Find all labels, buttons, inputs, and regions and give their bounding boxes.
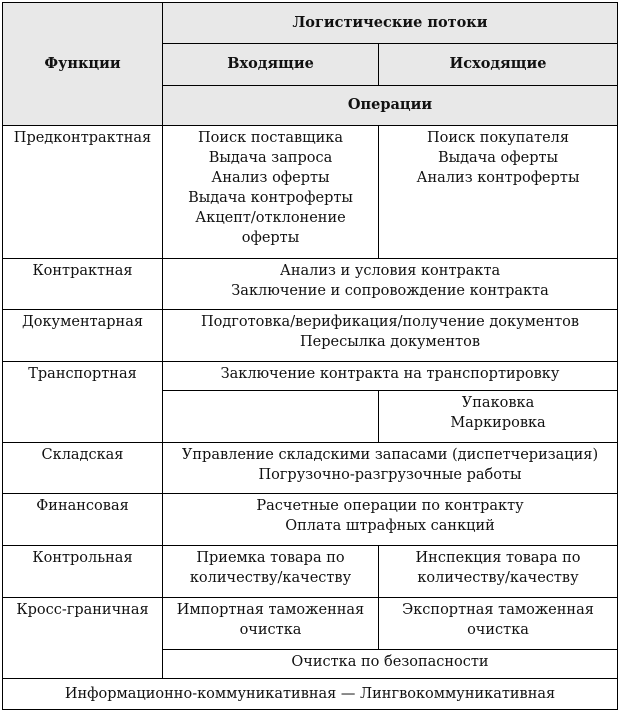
operation-line: очистка (467, 622, 529, 639)
function-name: Документарная (3, 310, 163, 361)
function-name: Транспортная (3, 361, 163, 443)
operation-line: Маркировка (450, 414, 546, 431)
common-operations: Заключение контракта на транспортировку (163, 361, 618, 390)
function-name: Финансовая (3, 494, 163, 545)
header-logistic-flows: Логистические потоки (163, 3, 618, 44)
table-row (3, 443, 618, 494)
operation-line: Приемка товара по (196, 549, 345, 566)
common-operations (163, 494, 618, 545)
function-name: Кросс-граничная (3, 598, 163, 679)
operation-line: Упаковка (461, 394, 535, 411)
header-outgoing: Исходящие (379, 44, 618, 85)
common-operations (163, 310, 618, 361)
operation-line: Поиск поставщика (197, 129, 344, 146)
table-row (3, 258, 618, 309)
operation-line: Инспекция товара по (415, 549, 581, 566)
operation-line: Расчетные операции по контракту (256, 498, 524, 515)
table-row (3, 125, 618, 258)
common-operations (163, 258, 618, 309)
logistics-functions-table (2, 2, 618, 710)
incoming-operations (163, 125, 379, 258)
operation-line: Импортная таможенная (176, 602, 365, 619)
table-footer-row (3, 678, 618, 709)
operation-line: Подготовка/верификация/получение документов (200, 314, 580, 331)
incoming-operations (163, 598, 379, 649)
operation-line: количеству/качеству (417, 569, 579, 586)
operation-line: Выдача оферты (437, 149, 559, 166)
incoming-operations (163, 545, 379, 597)
outgoing-operations (379, 545, 618, 597)
operation-line: Управление складскими запасами (диспетчеризация) (181, 447, 599, 464)
common-operations: Очистка по безопасности (163, 649, 618, 678)
table-row (3, 361, 618, 390)
common-operations (163, 443, 618, 494)
table-row (3, 545, 618, 597)
outgoing-operations (379, 390, 618, 442)
operation-line: Акцепт/отклонение (195, 209, 346, 226)
operation-line: Выдача контроферты (188, 189, 353, 206)
header-operations: Операции (163, 85, 618, 125)
operation-line: Анализ и условия контракта (279, 262, 501, 279)
operation-line: Поиск покупателя (426, 129, 570, 146)
table-row (3, 598, 618, 649)
incoming-operations-empty (163, 390, 379, 442)
function-name: Складская (3, 443, 163, 494)
operation-line: очистка (239, 622, 302, 639)
operation-line: количеству/качеству (189, 569, 352, 586)
operation-line: Погрузочно-разгрузочные работы (258, 467, 522, 484)
operation-line: Экспортная таможенная (402, 602, 594, 619)
operation-line: Выдача запроса (208, 149, 333, 166)
outgoing-operations (379, 598, 618, 649)
operation-line: Заключение и сопровождение контракта (231, 282, 549, 299)
table-row (3, 494, 618, 545)
outgoing-operations (379, 125, 618, 258)
operation-line: Пересылка документов (300, 334, 480, 351)
function-name: Предконтрактная (3, 125, 163, 258)
operation-line: Анализ оферты (211, 169, 330, 186)
operation-line: Анализ контроферты (416, 169, 580, 186)
function-name: Контрактная (3, 258, 163, 309)
footer-functions: Информационно-коммуникативная — Лингвокоммуникативная (3, 678, 618, 709)
header-functions: Функции (3, 3, 163, 126)
table-row (3, 310, 618, 361)
header-incoming: Входящие (163, 44, 379, 85)
operation-line: оферты (241, 229, 300, 246)
operation-line: Оплата штрафных санкций (285, 518, 495, 535)
function-name: Контрольная (3, 545, 163, 597)
